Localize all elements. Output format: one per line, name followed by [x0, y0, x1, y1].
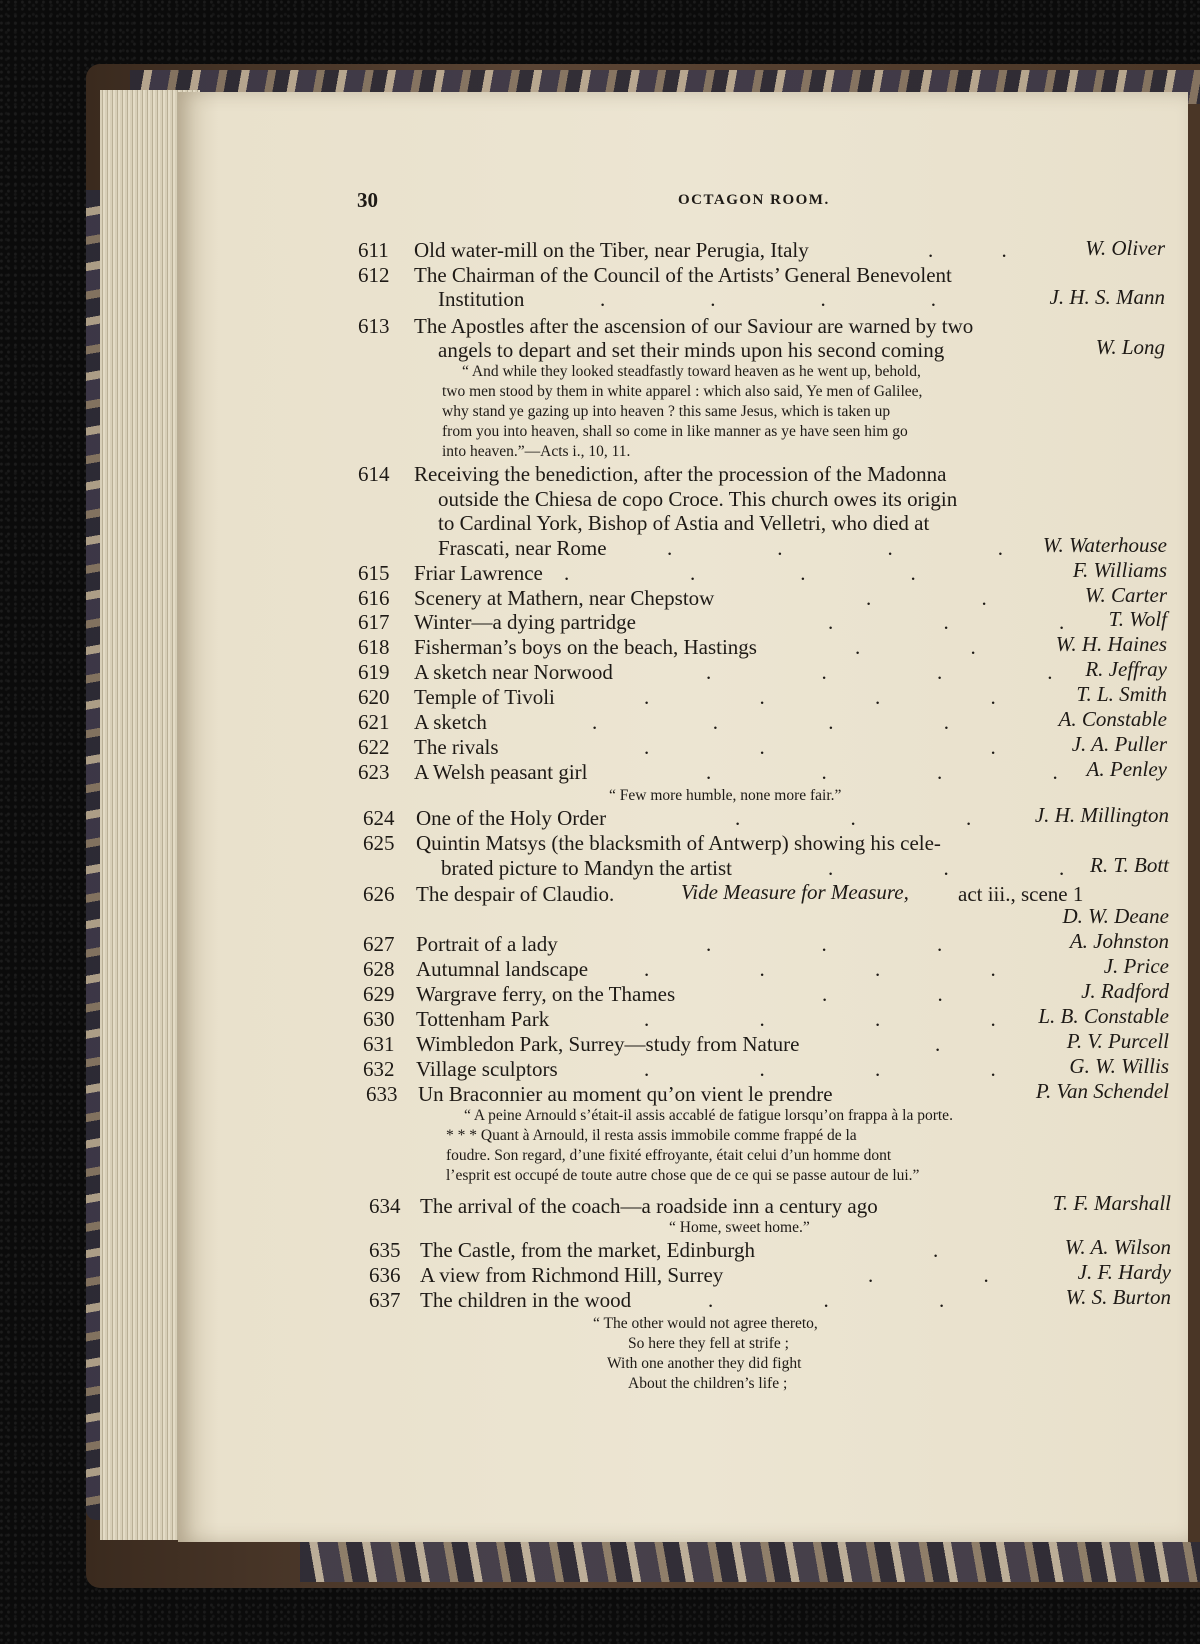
entry-quote: why stand ye gazing up into heaven ? this same Jesus, which is taken up [442, 403, 891, 420]
entry-artist: A. Constable [1058, 707, 1167, 731]
entry-number: 614 [358, 462, 390, 486]
entry-number: 621 [358, 710, 390, 734]
entry-artist: P. Van Schendel [1035, 1079, 1169, 1103]
entry-quote: “ And while they looked steadfastly toward heaven as he went up, behold, [462, 363, 921, 380]
entry-title: Wargrave ferry, on the Thames [416, 982, 676, 1006]
entry-title: Village sculptors [416, 1057, 558, 1081]
leader-dots: . . . . [644, 685, 996, 709]
entry-quote: l’esprit est occupé de toute autre chose que de ce qui se passe autour de lui.” [446, 1167, 920, 1184]
entry-title: Tottenham Park [416, 1007, 550, 1031]
entry-artist: W. Long [1095, 335, 1165, 359]
entry-title: The despair of Claudio. [416, 882, 615, 906]
entry-number: 611 [358, 238, 389, 262]
entry-quote: “ Home, sweet home.” [669, 1219, 810, 1236]
entry-number: 628 [363, 957, 395, 981]
entry-number: 620 [358, 685, 390, 709]
entry-artist: R. T. Bott [1090, 853, 1169, 877]
leader-dots: . . [928, 238, 1007, 262]
entry-title: The Apostles after the ascension of our Saviour are warned by two [414, 314, 974, 338]
entry-title: Receiving the benediction, after the procession of the Madonna [414, 462, 947, 486]
entry-number: 616 [358, 586, 390, 610]
entry-quote: With one another they did fight [607, 1355, 802, 1372]
leader-dots: . . [866, 586, 987, 610]
entry-quote: About the children’s life ; [628, 1375, 788, 1392]
entry-artist: J. H. S. Mann [1049, 285, 1165, 309]
entry-quote: from you into heaven, shall so come in like manner as ye have seen him go [442, 423, 908, 440]
entry-artist: W. A. Wilson [1064, 1235, 1171, 1259]
entry-title: Old water-mill on the Tiber, near Perugia, Italy [414, 238, 809, 262]
entry-artist: J. Radford [1081, 979, 1169, 1003]
entry-number: 625 [363, 831, 395, 855]
leader-dots: . . . . [644, 1057, 996, 1081]
entry-title-cont: outside the Chiesa de copo Croce. This church owes its origin [438, 487, 958, 511]
entry-title: Wimbledon Park, Surrey—study from Nature [416, 1032, 800, 1056]
entry-number: 623 [358, 760, 390, 784]
entry-number: 635 [369, 1238, 401, 1262]
entry-artist: T. L. Smith [1076, 682, 1167, 706]
entry-quote: “ A peine Arnould s’était-il assis accablé de fatigue lorsqu’on frappa à la porte. [464, 1107, 953, 1124]
entry-artist: G. W. Willis [1069, 1054, 1169, 1078]
entry-number: 617 [358, 610, 390, 634]
entry-number: 619 [358, 660, 390, 684]
page-number: 30 [357, 188, 378, 212]
entry-number: 629 [363, 982, 395, 1006]
leader-dots: . . [868, 1263, 989, 1287]
leader-dots: . . [855, 635, 976, 659]
leader-dots: . . . [708, 1288, 945, 1312]
entry-title: Friar Lawrence [414, 561, 543, 585]
leader-dots: . . . [706, 932, 943, 956]
entry-number: 631 [363, 1032, 395, 1056]
entry-number: 637 [369, 1288, 401, 1312]
entry-quote: “ Few more humble, none more fair.” [609, 787, 842, 804]
entry-number: 612 [358, 263, 390, 287]
entry-title: Autumnal landscape [416, 957, 589, 981]
entry-quote: “ The other would not agree thereto, [593, 1315, 818, 1332]
leader-dots: . . . . [706, 760, 1058, 784]
entry-title: The children in the wood [420, 1288, 632, 1312]
leader-dots: . . . [828, 610, 1065, 634]
entry-number: 622 [358, 735, 390, 759]
leader-dots: . [935, 1032, 941, 1056]
entry-number: 634 [369, 1194, 401, 1218]
entry-artist: W. Oliver [1085, 236, 1165, 260]
entry-artist: F. Williams [1072, 558, 1167, 582]
entry-number: 613 [358, 314, 390, 338]
entry-artist: W. H. Haines [1055, 632, 1167, 656]
entry-artist: W. S. Burton [1065, 1285, 1171, 1309]
entry-artist: J. H. Millington [1034, 803, 1169, 827]
entry-title: Fisherman’s boys on the beach, Hastings [414, 635, 757, 659]
entry-quote: into heaven.”—Acts i., 10, 11. [442, 443, 631, 460]
entry-quote: two men stood by them in white apparel : which also said, Ye men of Galilee, [442, 383, 923, 400]
leader-dots: . . . . [644, 957, 996, 981]
entry-artist: J. A. Puller [1071, 732, 1167, 756]
entry-title: The Chairman of the Council of the Artists’ General Benevolent [414, 263, 952, 287]
entry-title-cont: act iii., scene 1 [958, 882, 1084, 906]
entry-title-cont: brated picture to Mandyn the artist [441, 856, 732, 880]
entry-quote: * * * Quant à Arnould, il resta assis immobile comme frappé de la [446, 1127, 857, 1144]
entry-number: 630 [363, 1007, 395, 1031]
entry-title: A sketch [414, 710, 487, 734]
running-head: OCTAGON ROOM. [678, 192, 830, 208]
leader-dots: . [933, 1238, 939, 1262]
entry-artist: T. F. Marshall [1052, 1191, 1171, 1215]
leader-dots: . . . . [644, 1007, 996, 1031]
entry-title-italic: Vide Measure for Measure, [681, 880, 909, 904]
entry-artist: A. Johnston [1069, 929, 1169, 953]
entry-artist: J. F. Hardy [1077, 1260, 1171, 1284]
leader-dots: . . . . [667, 536, 1003, 560]
entry-artist: D. W. Deane [1062, 904, 1169, 928]
entry-artist: P. V. Purcell [1066, 1029, 1169, 1053]
entry-artist: W. Carter [1084, 583, 1167, 607]
leader-dots: . . . . [600, 287, 936, 311]
entry-title: Quintin Matsys (the blacksmith of Antwerp) showing his cele- [416, 831, 941, 855]
leader-dots: . . . [828, 856, 1065, 880]
entry-artist: R. Jeffray [1085, 657, 1167, 681]
leader-dots: . . . [644, 735, 996, 759]
entry-artist: T. Wolf [1108, 607, 1167, 631]
entry-title: Scenery at Mathern, near Chepstow [414, 586, 715, 610]
entry-title: Winter—a dying partridge [414, 610, 636, 634]
entry-number: 615 [358, 561, 390, 585]
entry-title: The arrival of the coach—a roadside inn a century ago [420, 1194, 878, 1218]
entry-number: 624 [363, 806, 395, 830]
entry-title-cont: angels to depart and set their minds upon his second coming [438, 338, 945, 362]
leader-dots: . . . . [564, 561, 916, 585]
entry-title: One of the Holy Order [416, 806, 607, 830]
entry-number: 627 [363, 932, 395, 956]
entry-title: Portrait of a lady [416, 932, 558, 956]
entry-title: The Castle, from the market, Edinburgh [420, 1238, 755, 1262]
entry-title: A sketch near Norwood [414, 660, 613, 684]
entry-title: A Welsh peasant girl [414, 760, 588, 784]
entry-title: The rivals [414, 735, 499, 759]
entry-number: 633 [366, 1082, 398, 1106]
leader-dots: . . . . [706, 660, 1053, 684]
entry-number: 636 [369, 1263, 401, 1287]
entry-title-cont: Frascati, near Rome [438, 536, 607, 560]
entry-quote: foudre. Son regard, d’une fixité effroyante, était celui d’un homme dont [446, 1147, 892, 1164]
entry-title-cont: to Cardinal York, Bishop of Astia and Velletri, who died at [438, 511, 930, 535]
entry-quote: So here they fell at strife ; [628, 1335, 789, 1352]
entry-artist: W. Waterhouse [1042, 533, 1167, 557]
entry-artist: J. Price [1103, 954, 1169, 978]
entry-title: A view from Richmond Hill, Surrey [420, 1263, 724, 1287]
entry-title-cont: Institution [438, 287, 525, 311]
entry-number: 632 [363, 1057, 395, 1081]
entry-number: 626 [363, 882, 395, 906]
entry-title: Un Braconnier au moment qu’on vient le prendre [418, 1082, 833, 1106]
leader-dots: . . . [735, 806, 972, 830]
leader-dots: . . [822, 982, 943, 1006]
entry-artist: L. B. Constable [1038, 1004, 1169, 1028]
entry-artist: A. Penley [1086, 757, 1167, 781]
leader-dots: . . . . [592, 710, 949, 734]
entry-number: 618 [358, 635, 390, 659]
entry-title: Temple of Tivoli [414, 685, 555, 709]
